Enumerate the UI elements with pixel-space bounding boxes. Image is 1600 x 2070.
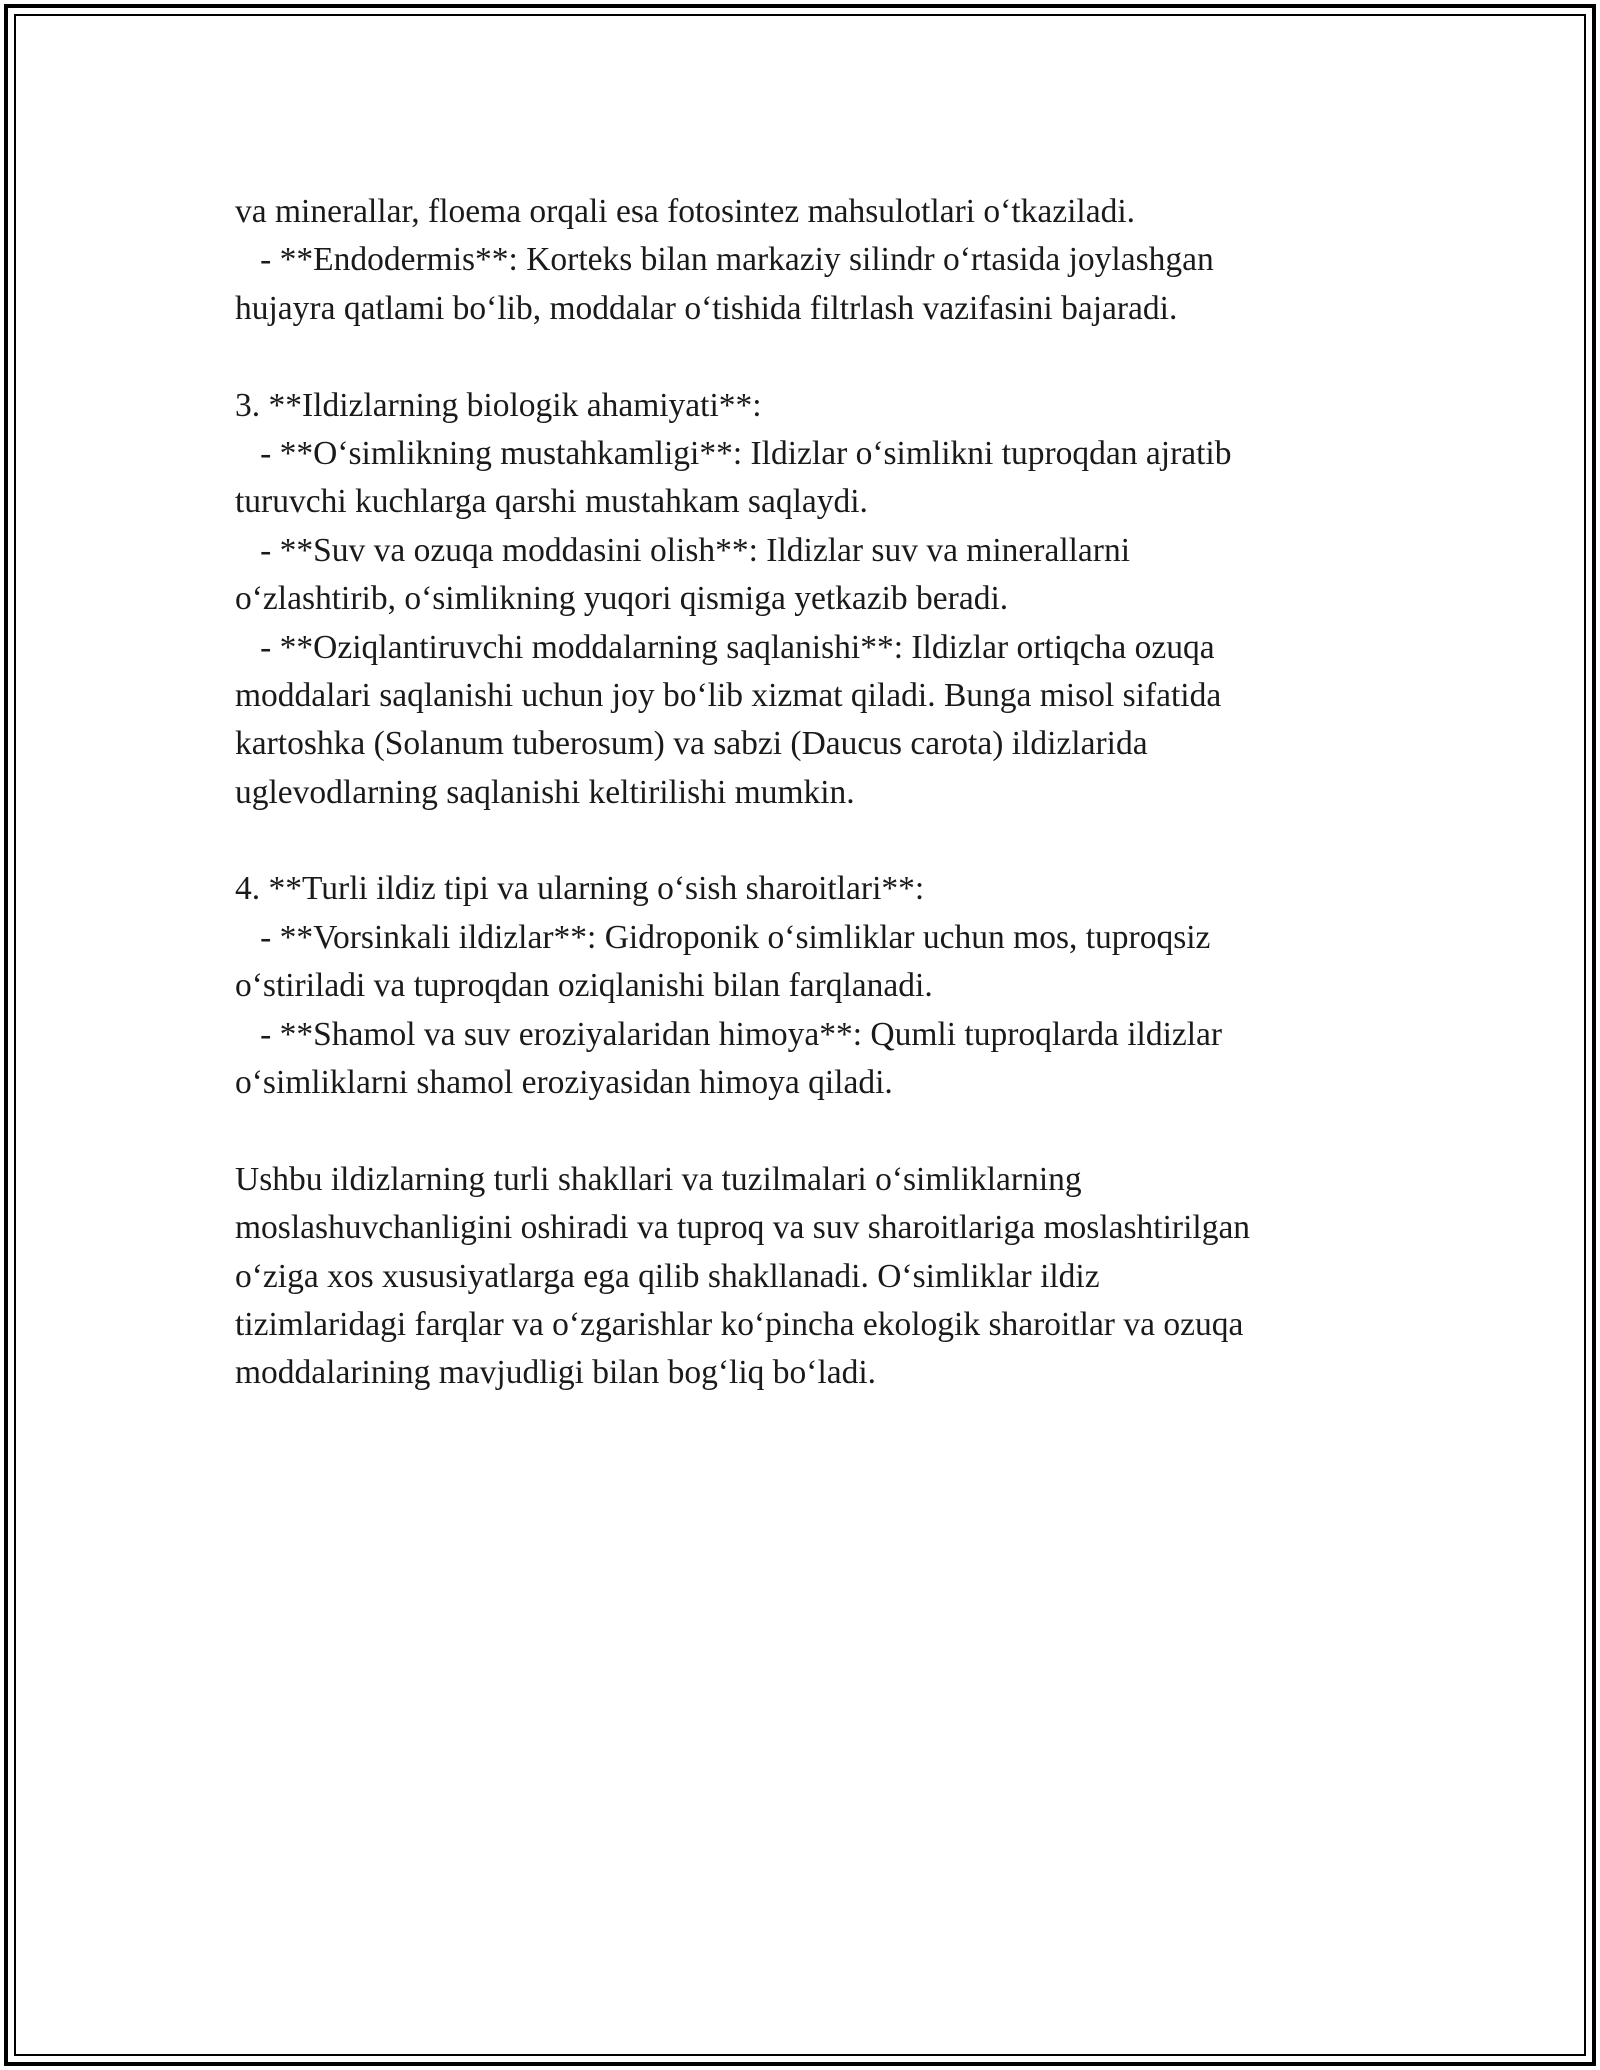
text-line: o‘ziga xos xususiyatlarga ega qilib shakllanadi. O‘simliklar ildiz [235, 1257, 1100, 1295]
text-line: uglevodlarning saqlanishi keltirilishi mumkin. [235, 773, 855, 811]
text-line: o‘zlashtirib, o‘simlikning yuqori qismiga yetkazib beradi. [235, 580, 1009, 618]
text-line: Ushbu ildizlarning turli shakllari va tuzilmalari o‘simliklarning [235, 1160, 1082, 1198]
text-line: turuvchi kuchlarga qarshi mustahkam saqlaydi. [235, 483, 868, 521]
text-line: o‘stiriladi va tuproqdan oziqlanishi bilan farqlanadi. [235, 967, 933, 1005]
text-line: tizimlaridagi farqlar va o‘zgarishlar ko‘pincha ekologik sharoitlar va ozuqa [235, 1305, 1244, 1343]
document-body [235, 188, 1365, 1398]
text-line: moslashuvchanligini oshiradi va tuproq va suv sharoitlariga moslashtirilgan [235, 1209, 1251, 1247]
text-line: va minerallar, floema orqali esa fotosintez mahsulotlari o‘tkaziladi. [235, 193, 1136, 230]
text-line: - **Shamol va suv eroziyalaridan himoya**: Qumli tuproqlarda ildizlar [235, 1015, 1223, 1053]
text-line: - **Endodermis**: Korteks bilan markaziy silindr o‘rtasida joylashgan [235, 241, 1214, 279]
section-heading: 3. **Ildizlarning biologik ahamiyati**: [235, 386, 762, 424]
text-line: hujayra qatlami bo‘lib, moddalar o‘tishida filtrlash vazifasini bajaradi. [235, 289, 1178, 327]
text-line: - **Vorsinkali ildizlar**: Gidroponik o‘simliklar uchun mos, tuproqsiz [235, 918, 1211, 956]
text-line: moddalarining mavjudligi bilan bog‘liq bo‘ladi. [235, 1354, 877, 1392]
text-line: - **O‘simlikning mustahkamligi**: Ildizlar o‘simlikni tuproqdan ajratib [235, 434, 1232, 472]
section-heading: 4. **Turli ildiz tipi va ularning o‘sish sharoitlari**: [235, 870, 925, 908]
text-line: - **Oziqlantiruvchi moddalarning saqlanishi**: Ildizlar ortiqcha ozuqa [235, 628, 1215, 666]
text-line: - **Suv va ozuqa moddasini olish**: Ildizlar suv va minerallarni [235, 531, 1131, 569]
text-line: o‘simliklarni shamol eroziyasidan himoya qiladi. [235, 1064, 893, 1102]
text-line: moddalari saqlanishi uchun joy bo‘lib xizmat qiladi. Bunga misol sifatida [235, 676, 1222, 714]
blank-line [235, 817, 1365, 865]
text-line: kartoshka (Solanum tuberosum) va sabzi (Daucus carota) ildizlarida [235, 725, 1148, 763]
blank-line [235, 1107, 1365, 1155]
blank-line [235, 333, 1365, 381]
